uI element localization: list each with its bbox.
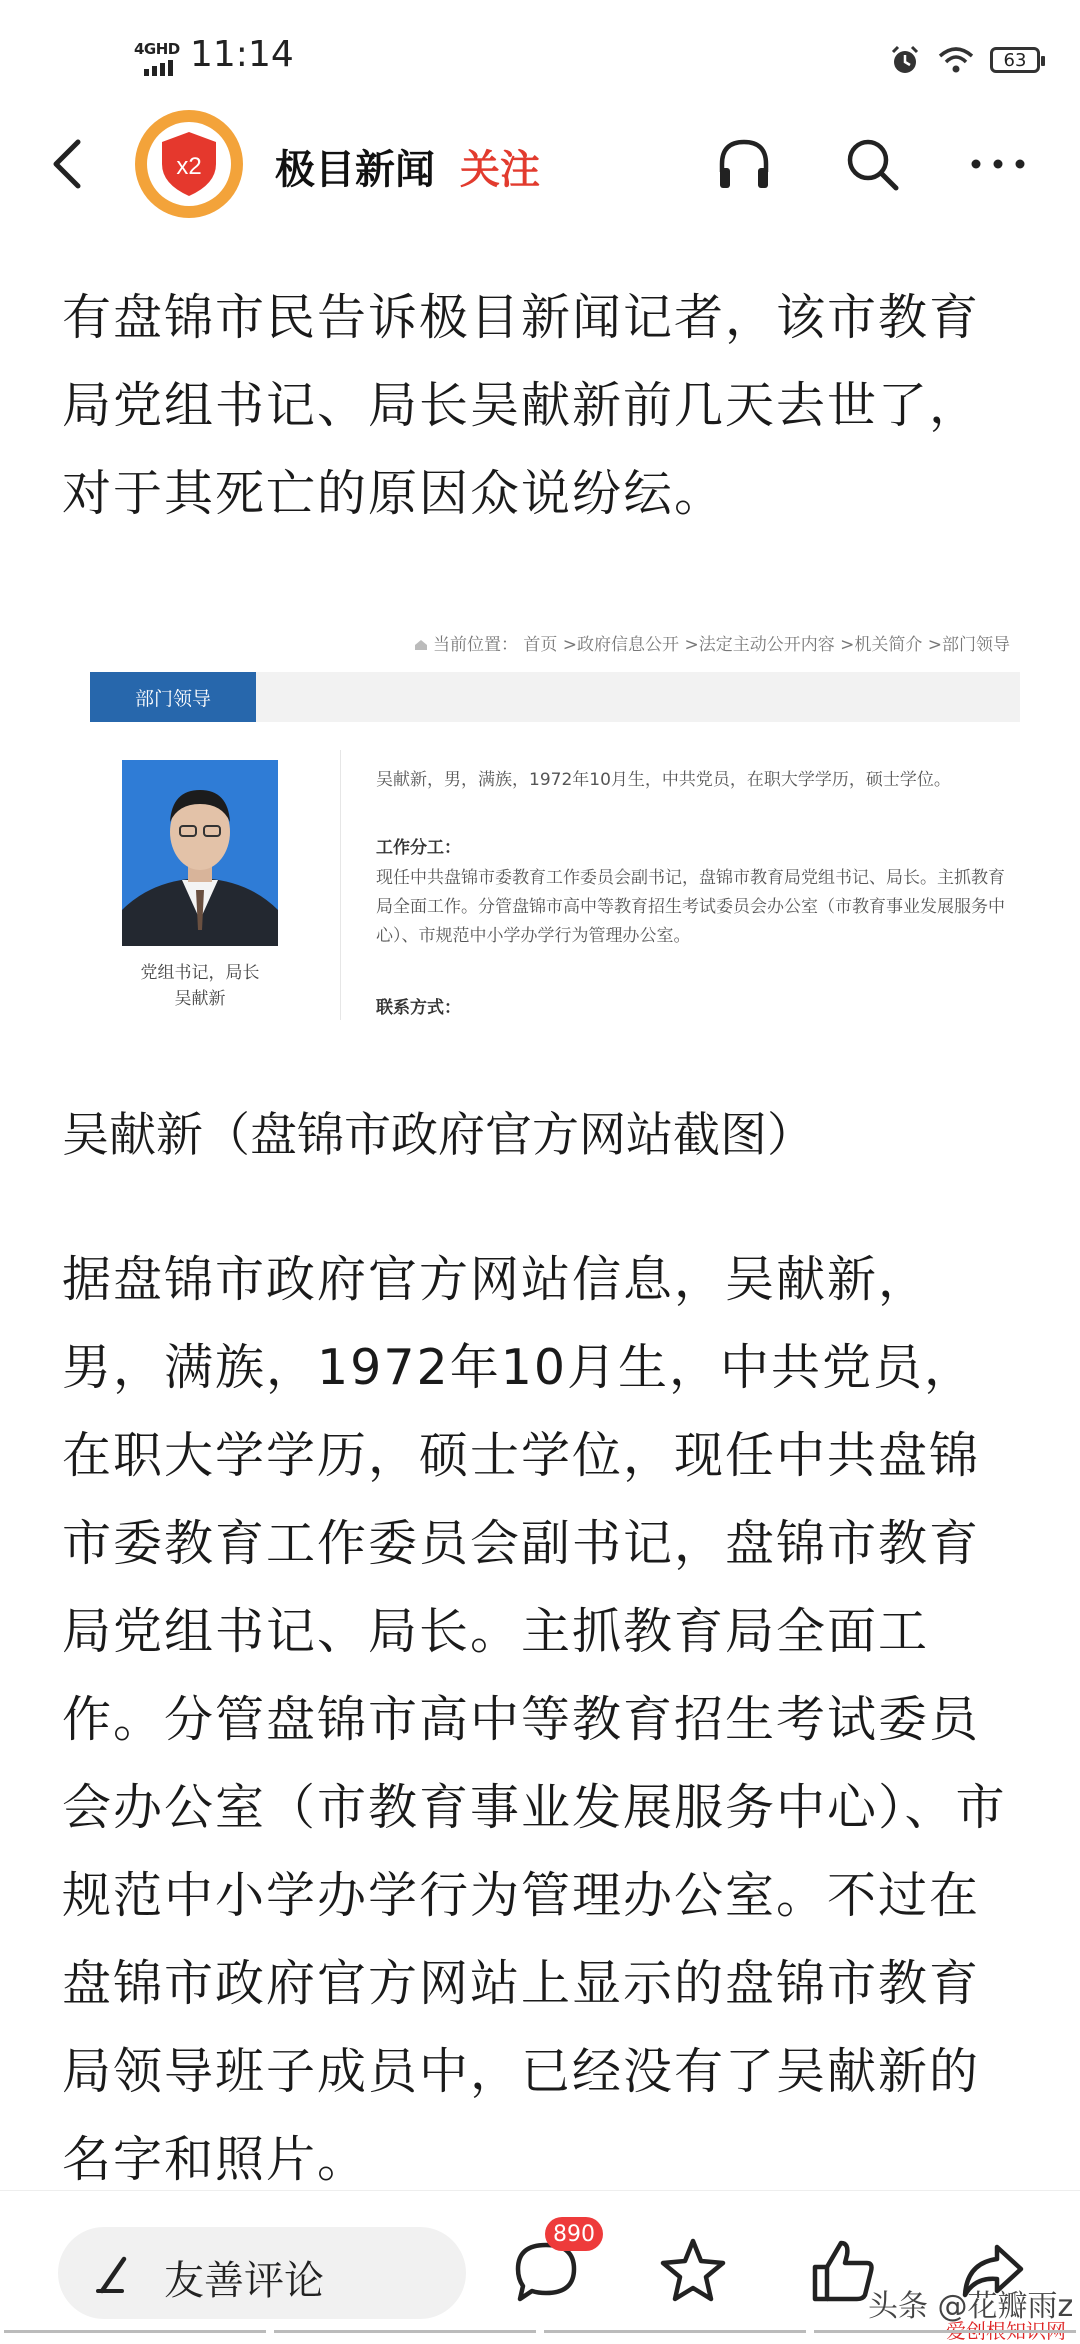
- watermark: 头条 @花瓣雨z: [868, 2289, 1074, 2324]
- status-bar: [0, 0, 1080, 110]
- duty-text: 现任中共盘锦市委教育工作委员会副书记，盘锦市教育局党组书记、局长。主抓教育局全面工作。分管盘锦市高中等教育招生考试委员会办公室（市教育事业发展服务中心）、市规范中小学办学行为管理办公室。: [376, 868, 1005, 946]
- portrait-name: 吴献新: [174, 989, 226, 1009]
- article-intro: 有盘锦市民告诉极目新闻记者，该市教育局党组书记、局长吴献新前几天去世了，对于其死亡的原因众说纷纭。: [62, 289, 981, 522]
- channel-name[interactable]: 极目新闻: [275, 147, 435, 193]
- contact-heading: 联系方式：: [376, 998, 461, 1018]
- svg-text:x2: x2: [176, 153, 202, 180]
- wifi-icon: [936, 44, 976, 76]
- star-icon[interactable]: [655, 2233, 731, 2309]
- divider: [340, 750, 341, 1020]
- back-arrow-icon[interactable]: [40, 134, 100, 194]
- shield-logo-icon: [158, 130, 220, 198]
- follow-button[interactable]: 关注: [460, 147, 540, 193]
- image-caption: 吴献新（盘锦市政府官方网站截图）: [62, 1108, 814, 1163]
- cellular-signal-icon: [134, 42, 192, 76]
- duty-heading: 工作分工：: [376, 838, 461, 858]
- search-icon[interactable]: [840, 132, 904, 196]
- battery-level: 63: [1003, 49, 1027, 71]
- home-icon: [414, 639, 428, 651]
- article-image[interactable]: [90, 600, 1020, 1040]
- more-options-icon[interactable]: [966, 132, 1030, 196]
- battery-icon: [990, 47, 1040, 73]
- bottom-action-bar: [0, 2190, 1080, 2341]
- tab-department-leaders: 部门领导: [90, 672, 256, 722]
- comment-count-badge: 890: [545, 2217, 603, 2251]
- pen-icon: [94, 2251, 138, 2295]
- channel-avatar[interactable]: [135, 110, 243, 218]
- network-type: 4GHD: [134, 40, 180, 58]
- portrait-photo: [122, 760, 278, 946]
- gesture-bar: [0, 2330, 1080, 2340]
- comment-placeholder: 友善评论: [164, 2258, 324, 2304]
- status-icons: [888, 40, 1040, 80]
- breadcrumb: 当前位置： 首页 >政府信息公开 >法定主动公开内容 >机关简介 >部门领导: [414, 630, 1010, 655]
- section-tab-bar: [90, 672, 1020, 722]
- article-body: 据盘锦市政府官方网站信息，吴献新，男，满族，1972年10月生，中共党员，在职大学学历，硕士学位，现任中共盘锦市委教育工作委员会副书记，盘锦市教育局党组书记、局长。主抓教育局全面工作。分管盘锦市高中等教育招生考试委员会办公室（市教育事业发展服务中心）、市规范中小学办学行为管理办公室。不过在盘锦市政府官方网站上显示的盘锦市教育局领导班子成员中，已经没有了吴献新的名字和照片。: [62, 1251, 1007, 2188]
- watermark-sub: 爱创根知识网: [946, 2319, 1066, 2343]
- comment-input[interactable]: [58, 2227, 466, 2319]
- bio-text: 吴献新，男，满族，1972年10月生，中共党员，在职大学学历，硕士学位。: [376, 770, 951, 790]
- portrait-title: 党组书记，局长: [140, 963, 260, 983]
- clock: 11:14: [190, 34, 294, 75]
- alarm-icon: [888, 43, 922, 77]
- headphones-icon[interactable]: [712, 132, 776, 196]
- article-header: [0, 110, 1080, 220]
